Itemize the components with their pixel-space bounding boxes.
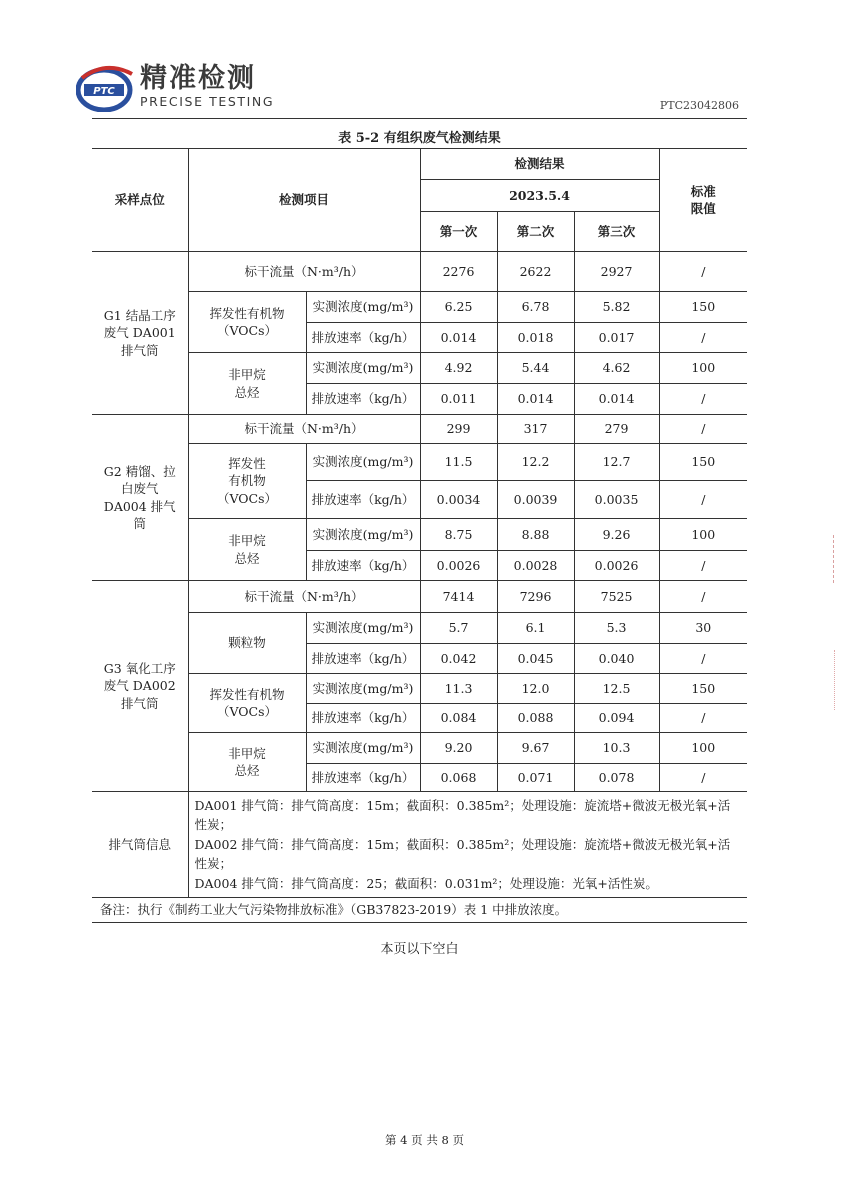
value-cell: 317 <box>497 415 574 444</box>
param-label: 排放速率（kg/h） <box>306 551 420 581</box>
limit-cell: / <box>659 704 747 733</box>
param-label: 实测浓度(mg/m³) <box>306 292 420 323</box>
value-cell: 8.88 <box>497 519 574 551</box>
value-cell: 2622 <box>497 252 574 292</box>
value-cell: 279 <box>574 415 659 444</box>
param-label: 实测浓度(mg/m³) <box>306 674 420 704</box>
value-cell: 0.0035 <box>574 481 659 519</box>
param-label: 实测浓度(mg/m³) <box>306 444 420 481</box>
value-cell: 0.0026 <box>420 551 497 581</box>
pollutant-label: 挥发性 有机物 （VOCs） <box>188 444 306 519</box>
header-result: 检测结果 <box>420 149 659 180</box>
table-row <box>92 519 747 551</box>
header-item: 检测项目 <box>188 149 420 252</box>
seal-edge-mark <box>833 535 837 583</box>
value-cell: 0.014 <box>574 384 659 415</box>
report-number: PTC23042806 <box>659 99 739 112</box>
value-cell: 6.78 <box>497 292 574 323</box>
site-g3: G3 氧化工序 废气 DA002 排气筒 <box>92 581 188 792</box>
value-cell: 2276 <box>420 252 497 292</box>
value-cell: 9.26 <box>574 519 659 551</box>
limit-cell: / <box>659 551 747 581</box>
table-title: 表 5-2 有组织废气检测结果 <box>338 131 501 146</box>
value-cell: 0.094 <box>574 704 659 733</box>
value-cell: 2927 <box>574 252 659 292</box>
seal-edge-mark <box>834 650 841 710</box>
value-cell: 0.0034 <box>420 481 497 519</box>
value-cell: 11.5 <box>420 444 497 481</box>
value-cell: 7296 <box>497 581 574 613</box>
limit-cell: 150 <box>659 444 747 481</box>
value-cell: 4.92 <box>420 353 497 384</box>
value-cell: 0.014 <box>497 384 574 415</box>
results-table <box>92 148 747 898</box>
logo-english-name: PRECISE TESTING <box>140 94 275 109</box>
value-cell: 9.67 <box>497 733 574 764</box>
header-third: 第三次 <box>574 212 659 252</box>
pollutant-label: 挥发性有机物 （VOCs） <box>188 292 306 353</box>
table-row <box>92 415 747 444</box>
header-limit: 标准 限值 <box>659 149 747 252</box>
param-label: 排放速率（kg/h） <box>306 481 420 519</box>
table-note: 备注：执行《制药工业大气污染物排放标准》（GB37823-2019）表 1 中排放浓度。 <box>100 902 568 917</box>
param-label: 排放速率（kg/h） <box>306 644 420 674</box>
value-cell: 0.0026 <box>574 551 659 581</box>
table-row <box>92 581 747 613</box>
limit-cell: / <box>659 323 747 353</box>
limit-cell: 100 <box>659 353 747 384</box>
table-row <box>92 674 747 704</box>
pollutant-label: 颗粒物 <box>188 613 306 674</box>
limit-cell: / <box>659 252 747 292</box>
limit-cell: 100 <box>659 733 747 764</box>
value-cell: 0.011 <box>420 384 497 415</box>
param-label: 实测浓度(mg/m³) <box>306 733 420 764</box>
page-footer: 第 4 页 共 8 页 <box>385 1133 464 1147</box>
param-label: 实测浓度(mg/m³) <box>306 613 420 644</box>
limit-cell: / <box>659 644 747 674</box>
item-label: 标干流量（N·m³/h） <box>188 252 420 292</box>
table-row <box>92 792 747 898</box>
limit-cell: / <box>659 581 747 613</box>
limit-cell: / <box>659 384 747 415</box>
value-cell: 5.82 <box>574 292 659 323</box>
item-label: 标干流量（N·m³/h） <box>188 415 420 444</box>
pollutant-label: 非甲烷 总烃 <box>188 519 306 581</box>
header-second: 第二次 <box>497 212 574 252</box>
limit-cell: 150 <box>659 292 747 323</box>
param-label: 实测浓度(mg/m³) <box>306 353 420 384</box>
param-label: 排放速率（kg/h） <box>306 384 420 415</box>
value-cell: 12.5 <box>574 674 659 704</box>
value-cell: 4.62 <box>574 353 659 384</box>
pollutant-label: 非甲烷 总烃 <box>188 733 306 792</box>
value-cell: 0.042 <box>420 644 497 674</box>
value-cell: 0.017 <box>574 323 659 353</box>
value-cell: 0.0039 <box>497 481 574 519</box>
value-cell: 299 <box>420 415 497 444</box>
table-row <box>92 733 747 764</box>
value-cell: 8.75 <box>420 519 497 551</box>
value-cell: 9.20 <box>420 733 497 764</box>
param-label: 实测浓度(mg/m³) <box>306 519 420 551</box>
header-date: 2023.5.4 <box>420 180 659 212</box>
item-label: 标干流量（N·m³/h） <box>188 581 420 613</box>
table-row <box>92 353 747 384</box>
table-row <box>92 292 747 323</box>
site-g1: G1 结晶工序 废气 DA001 排气筒 <box>92 252 188 415</box>
logo-chinese-name: 精准检测 <box>140 63 256 94</box>
value-cell: 11.3 <box>420 674 497 704</box>
value-cell: 12.0 <box>497 674 574 704</box>
logo-mark: PTC <box>93 86 115 97</box>
header-first: 第一次 <box>420 212 497 252</box>
table-row <box>92 444 747 481</box>
stack-info-label: 排气筒信息 <box>92 792 188 898</box>
value-cell: 6.25 <box>420 292 497 323</box>
stack-info-text: DA001 排气筒：排气筒高度：15m；截面积：0.385m²；处理设施：旋流塔+微波无极光氧+活性炭； DA002 排气筒：排气筒高度：15m；截面积：0.385m²；处理设施：旋流塔+微波无极光氧+活性炭； DA004 排气筒：排气筒高度：25；截面积：0.031m²；处理设施：光氧+活性炭。 <box>188 792 747 898</box>
limit-cell: 150 <box>659 674 747 704</box>
blank-notice: 本页以下空白 <box>380 942 459 957</box>
value-cell: 0.071 <box>497 764 574 792</box>
value-cell: 5.44 <box>497 353 574 384</box>
value-cell: 0.078 <box>574 764 659 792</box>
site-g2: G2 精馏、拉 白废气 DA004 排气 筒 <box>92 415 188 581</box>
header-site: 采样点位 <box>92 149 188 252</box>
value-cell: 0.068 <box>420 764 497 792</box>
table-row <box>92 613 747 644</box>
pollutant-label: 挥发性有机物 （VOCs） <box>188 674 306 733</box>
value-cell: 6.1 <box>497 613 574 644</box>
value-cell: 5.3 <box>574 613 659 644</box>
value-cell: 0.0028 <box>497 551 574 581</box>
value-cell: 0.014 <box>420 323 497 353</box>
param-label: 排放速率（kg/h） <box>306 704 420 733</box>
value-cell: 0.040 <box>574 644 659 674</box>
param-label: 排放速率（kg/h） <box>306 323 420 353</box>
table-bottom-rule <box>92 922 747 923</box>
header-rule <box>92 118 747 119</box>
company-logo <box>76 64 276 112</box>
table-row <box>92 252 747 292</box>
value-cell: 12.2 <box>497 444 574 481</box>
pollutant-label: 非甲烷 总烃 <box>188 353 306 415</box>
limit-cell: / <box>659 764 747 792</box>
ptc-logo-icon <box>76 64 136 112</box>
value-cell: 0.088 <box>497 704 574 733</box>
limit-cell: / <box>659 415 747 444</box>
value-cell: 5.7 <box>420 613 497 644</box>
limit-cell: / <box>659 481 747 519</box>
value-cell: 0.018 <box>497 323 574 353</box>
value-cell: 7525 <box>574 581 659 613</box>
value-cell: 0.045 <box>497 644 574 674</box>
limit-cell: 30 <box>659 613 747 644</box>
value-cell: 12.7 <box>574 444 659 481</box>
param-label: 排放速率（kg/h） <box>306 764 420 792</box>
value-cell: 0.084 <box>420 704 497 733</box>
value-cell: 10.3 <box>574 733 659 764</box>
value-cell: 7414 <box>420 581 497 613</box>
limit-cell: 100 <box>659 519 747 551</box>
